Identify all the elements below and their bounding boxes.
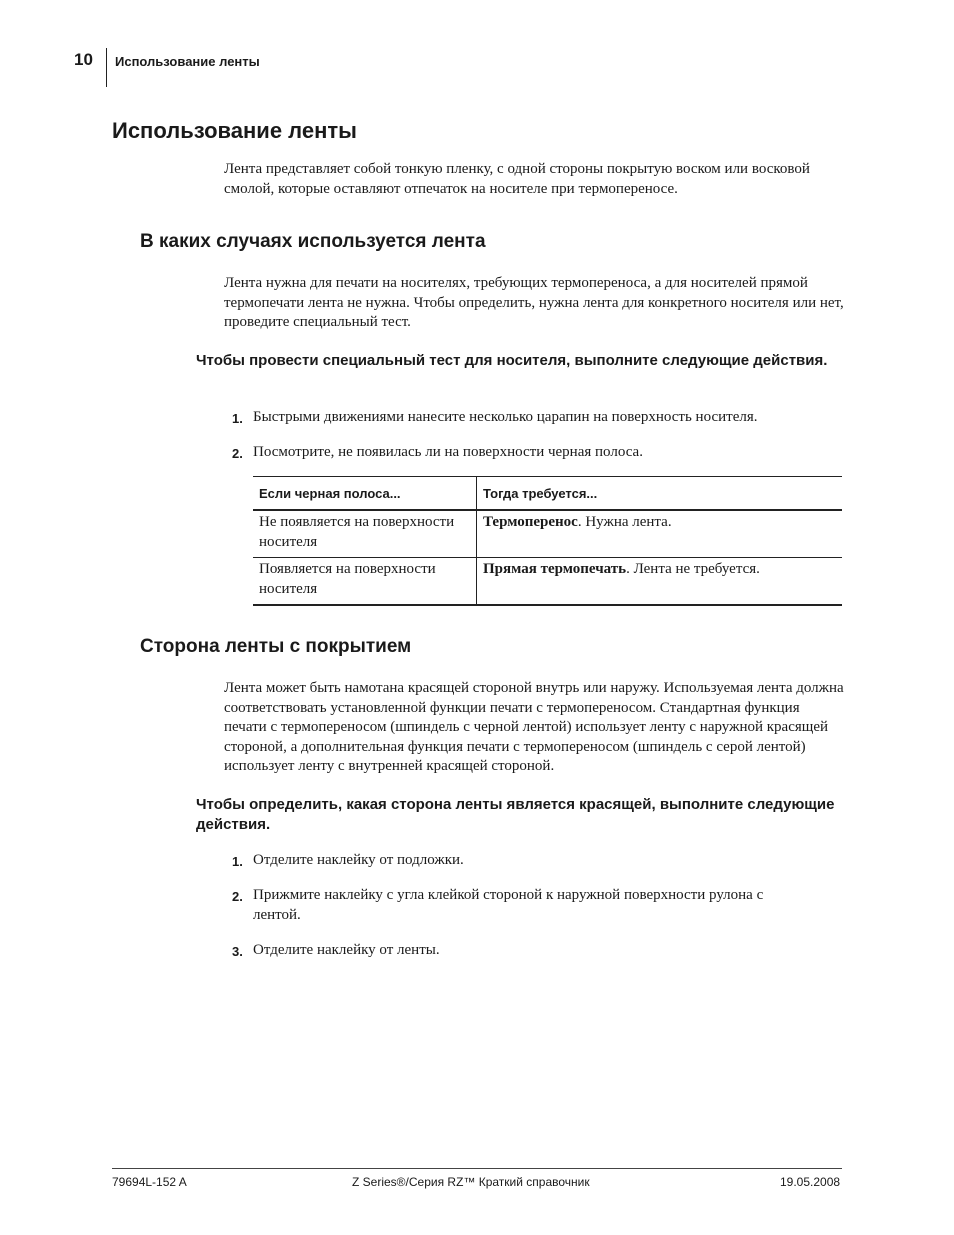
footer-title: Z Series®/Серия RZ™ Краткий справочник (352, 1175, 590, 1189)
footer-date: 19.05.2008 (780, 1175, 841, 1189)
result-term: Термоперенос (483, 514, 578, 530)
step-text: Прижмите наклейку с угла клейкой стороной к наружной поверхности рулона с лентой. (253, 887, 764, 923)
step-number: 1. (232, 854, 243, 869)
running-title: Использование ленты (115, 54, 260, 69)
test-step (232, 443, 832, 463)
step-number: 2. (232, 889, 243, 904)
coated-step (232, 941, 832, 961)
step-text: Отделите наклейку от ленты. (253, 942, 440, 958)
coated-side-paragraph: Лента может быть намотана красящей стороной внутрь или наружу. Используемая лента должна соответствовать установленной функции печати с термопереносом. Стандартная функция печати с термопереносом (шпиндель с черной лентой) использует ленту с наружной красящей стороной, а дополнительная функция печати с термопереносом (шпиндель с серой лентой) использует ленту с внутренней красящей стороной. (224, 680, 844, 775)
column-header-condition: Если черная полоса... (253, 477, 477, 511)
coated-side-heading: Сторона ленты с покрытием (140, 636, 412, 657)
intro-paragraph: Лента представляет собой тонкую пленку, с одной стороны покрытую воском или восковой смолой, которые оставляют отпечаток на носителе при термопереносе. (224, 161, 810, 197)
step-number: 1. (232, 411, 243, 426)
when-used-paragraph: Лента нужна для печати на носителях, требующих термопереноса, а для носителей прямой термопечати лента не нужна. Чтобы определить, нужна лента для конкретного носителя или нет, проведите специальный тест. (224, 275, 844, 331)
step-text: Посмотрите, не появилась ли на поверхности черная полоса. (253, 444, 643, 460)
header-divider (106, 48, 107, 87)
table-header-row (253, 477, 842, 511)
table-row (253, 558, 842, 606)
table-row (253, 510, 842, 558)
test-procedure-title: Чтобы провести специальный тест для носителя, выполните следующие действия. (196, 352, 828, 369)
page-number: 10 (74, 50, 93, 69)
step-number: 3. (232, 944, 243, 959)
coated-step (232, 851, 832, 871)
result-note: . Нужна лента. (577, 514, 672, 530)
footer-divider (112, 1168, 842, 1169)
footer-doc-number: 79694L-152 A (112, 1175, 187, 1189)
condition-cell: Не появляется на поверхности носителя (253, 510, 477, 558)
test-result-table (253, 476, 842, 606)
section-title: Использование ленты (112, 118, 357, 143)
step-text: Быстрыми движениями нанесите несколько царапин на поверхность носителя. (253, 409, 758, 425)
column-header-result: Тогда требуется... (477, 477, 843, 511)
step-text: Отделите наклейку от подложки. (253, 852, 464, 868)
step-number: 2. (232, 446, 243, 461)
test-step (232, 408, 832, 428)
condition-cell: Появляется на поверхности носителя (253, 558, 477, 606)
result-cell (477, 510, 843, 558)
result-term: Прямая термопечать (483, 561, 627, 577)
result-note: . Лента не требуется. (626, 561, 760, 577)
when-used-heading: В каких случаях используется лента (140, 231, 486, 252)
coated-step (232, 886, 832, 925)
result-cell (477, 558, 843, 606)
coated-procedure-title: Чтобы определить, какая сторона ленты является красящей, выполните следующие действия. (196, 796, 835, 833)
